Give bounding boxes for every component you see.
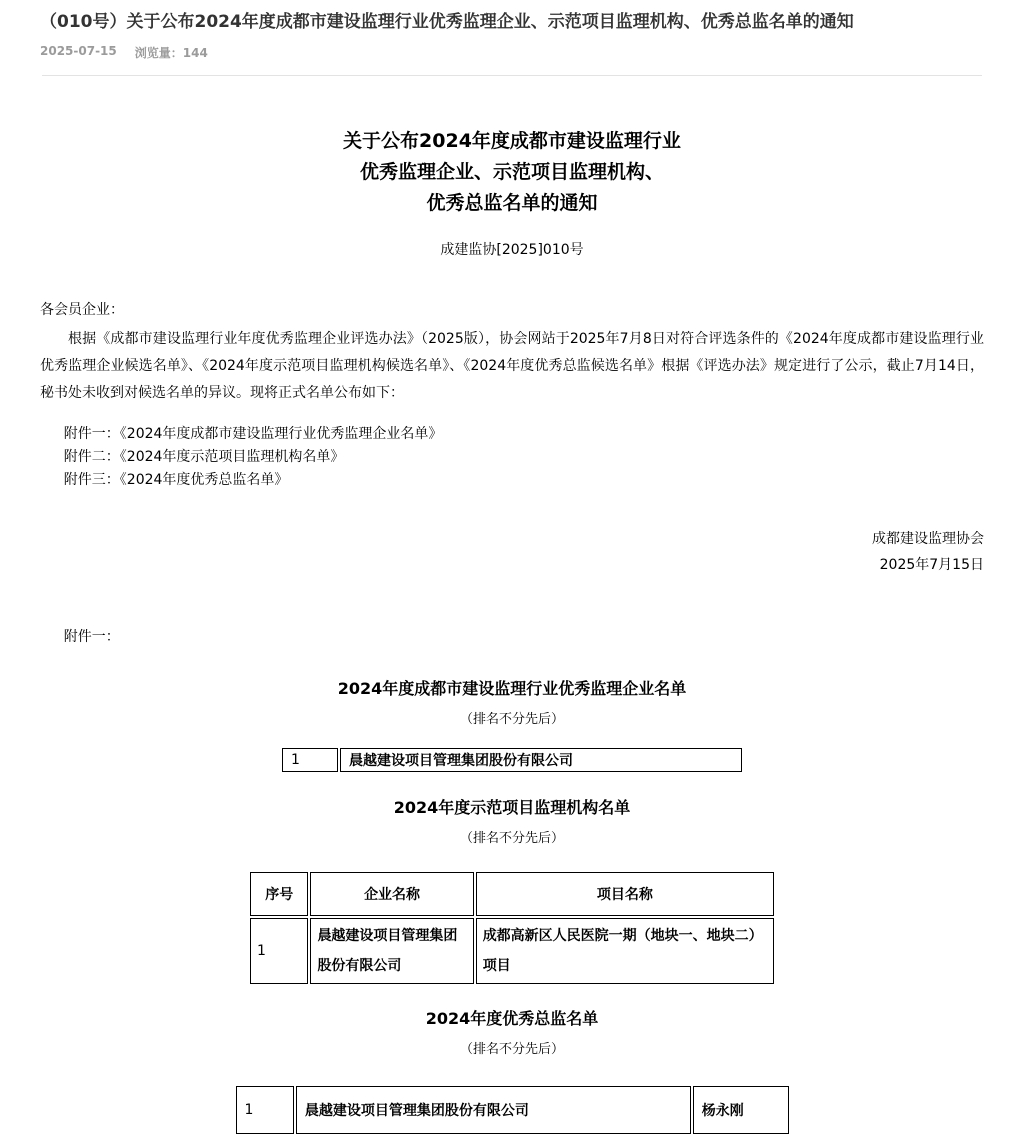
attachment-item-1: 附件一：《2024年度成都市建设监理行业优秀监理企业名单》 xyxy=(63,426,443,442)
chief-supervisor-table xyxy=(234,1084,791,1136)
demo-project-table xyxy=(248,870,776,986)
table-cell-rank: 1 xyxy=(282,748,338,772)
section-title-demo-projects: 2024年度示范项目监理机构名单 xyxy=(393,798,631,817)
document-number: 成建监协[2025]010号 xyxy=(440,242,584,258)
signature-organization: 成都建设监理协会 xyxy=(872,531,984,547)
appendix-one-label: 附件一： xyxy=(63,629,120,645)
article-meta xyxy=(40,44,984,61)
section-subtitle-demo-projects: （排名不分先后） xyxy=(459,831,564,846)
document-title xyxy=(40,126,984,219)
view-count xyxy=(135,44,208,61)
attachment-item-2: 附件二：《2024年度示范项目监理机构名单》 xyxy=(63,449,345,465)
column-header-company: 企业名称 xyxy=(310,872,473,916)
publish-date: 2025-07-15 xyxy=(40,44,117,58)
table-cell-company: 晨越建设项目管理集团股份有限公司 xyxy=(340,748,742,772)
document-title-line-3: 优秀总监名单的通知 xyxy=(426,192,598,214)
table-cell-rank: 1 xyxy=(250,918,308,984)
view-count-value: 144 xyxy=(182,46,208,60)
signature-date: 2025年7月15日 xyxy=(879,557,984,573)
column-header-project: 项目名称 xyxy=(476,872,774,916)
document-title-line-2: 优秀监理企业、示范项目监理机构、 xyxy=(359,161,664,183)
body-paragraph: 根据《成都市建设监理行业年度优秀监理企业评选办法》（2025版），协会网站于2025年7月8日对符合评选条件的《2024年度成都市建设监理行业优秀监理企业候选名单》、《2024年度示范项目监理机构候选名单》、《2024年度优秀总监候选名单》根据《评选办法》规定进行了公示，截止7月14日，秘书处未收到对候选名单的异议。现将正式名单公布如下： xyxy=(40,331,984,401)
table-header-row xyxy=(250,872,774,916)
table-cell-company: 晨越建设项目管理集团股份有限公司 xyxy=(296,1086,691,1134)
table-row xyxy=(236,1086,789,1134)
article-header xyxy=(0,0,1024,61)
attachment-list xyxy=(40,423,984,492)
table-cell-rank: 1 xyxy=(236,1086,294,1134)
section-title-chief-supervisors: 2024年度优秀总监名单 xyxy=(425,1009,599,1028)
salutation: 各会员企业： xyxy=(40,302,124,318)
table-row xyxy=(250,918,774,984)
page-title: （010号）关于公布2024年度成都市建设监理行业优秀监理企业、示范项目监理机构、优秀总监名单的通知 xyxy=(40,12,854,32)
table-cell-company: 晨越建设项目管理集团股份有限公司 xyxy=(310,918,473,984)
document-body xyxy=(0,126,1024,1136)
view-count-label: 浏览量： xyxy=(134,46,183,60)
document-title-line-1: 关于公布2024年度成都市建设监理行业 xyxy=(343,130,681,152)
section-subtitle-excellent-enterprises: （排名不分先后） xyxy=(459,712,564,727)
attachment-item-3: 附件三：《2024年度优秀总监名单》 xyxy=(63,472,289,488)
section-subtitle-chief-supervisors: （排名不分先后） xyxy=(459,1042,564,1057)
column-header-rank: 序号 xyxy=(250,872,308,916)
table-row xyxy=(282,748,742,772)
section-title-excellent-enterprises: 2024年度成都市建设监理行业优秀监理企业名单 xyxy=(337,679,687,698)
table-cell-person: 杨永刚 xyxy=(693,1086,789,1134)
excellent-enterprise-table xyxy=(280,746,744,774)
header-divider xyxy=(42,75,982,76)
table-cell-project: 成都高新区人民医院一期（地块一、地块二）项目 xyxy=(476,918,774,984)
signature-block xyxy=(40,526,984,578)
